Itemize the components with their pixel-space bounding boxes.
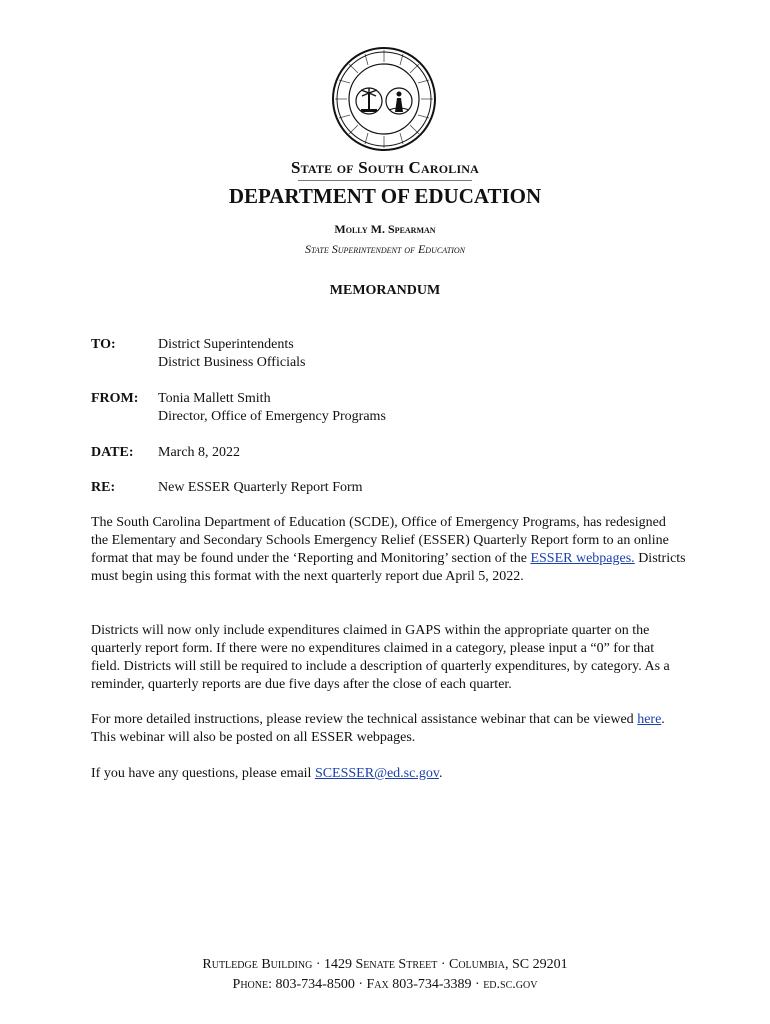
p4-text-end: . [438, 766, 443, 781]
superintendent-title: State Superintendent of Education [304, 242, 466, 256]
body-paragraph-3 [91, 711, 686, 747]
re-label: RE: [91, 480, 116, 495]
re-value: New ESSER Quarterly Report Form [158, 480, 363, 495]
footer-address: Rutledge Building · 1429 Senate Street · Columbia, SC 29201 [202, 957, 568, 972]
p3-text-end: . This webinar will also be posted on all ESSER webpages. [91, 712, 665, 745]
state-seal-icon [331, 46, 437, 152]
to-label: TO: [91, 337, 116, 352]
superintendent-name: Molly M. Spearman [334, 222, 436, 236]
p1-text-end: Districts must begin using this format with the next quarterly report due April 5, 2022. [91, 551, 686, 584]
memo-title: MEMORANDUM [329, 283, 441, 298]
department-heading: DEPARTMENT OF EDUCATION [228, 184, 542, 208]
footer-contact: Phone: 803-734-8500 · Fax 803-734-3389 · ed.sc.gov [232, 977, 538, 992]
p4-text-start: If you have any questions, please email [91, 766, 315, 781]
p3-text-start: For more detailed instructions, please review the technical assistance webinar that can be viewed [91, 712, 638, 727]
letterhead-divider [298, 180, 472, 181]
body-paragraph-2: Districts will now only include expenditures claimed in GAPS within the appropriate quarter on the quarterly report form. If there were no expenditures claimed in a category, please input a “0” for that field. Districts will still be required to include a description of quarterly expenditures, by category. As a reminder, quarterly reports are due five days after the close of each quarter. [91, 623, 670, 692]
from-line-2: Director, Office of Emergency Programs [158, 409, 386, 424]
webinar-link[interactable]: here [637, 712, 662, 727]
body-paragraph-1 [91, 514, 686, 586]
date-label: DATE: [91, 445, 134, 460]
body-paragraph-4 [91, 765, 686, 783]
date-value: March 8, 2022 [158, 445, 241, 460]
p1-text-start: The South Carolina Department of Education (SCDE), Office of Emergency Programs, has redesigned the Elementary and Secondary Schools Emergency Relief (ESSER) Quarterly Report form to an online format that may be found under the ‘Reporting and Monitoring’ section of the [91, 515, 669, 566]
from-line-1: Tonia Mallett Smith [158, 391, 271, 406]
email-link[interactable]: SCESSER@ed.sc.gov [314, 766, 439, 781]
to-line-2: District Business Officials [158, 355, 306, 370]
state-name-heading: State of South Carolina [290, 158, 480, 177]
esser-webpages-link[interactable]: ESSER webpages. [530, 551, 635, 566]
to-line-1: District Superintendents [158, 337, 294, 352]
from-label: FROM: [91, 391, 139, 406]
